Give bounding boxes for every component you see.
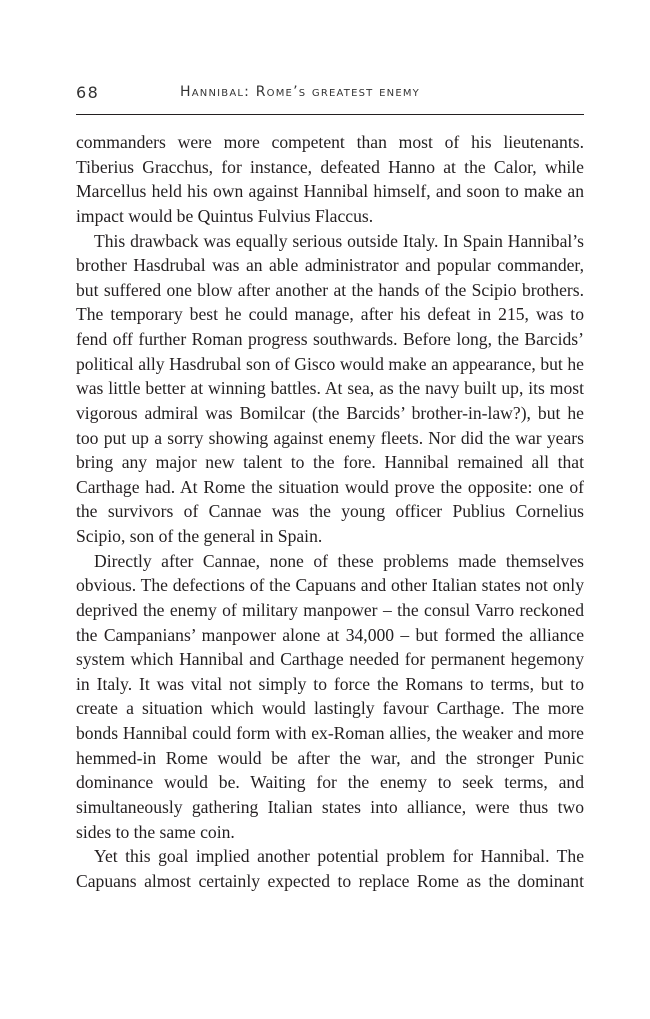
body-text [76,130,584,893]
paragraph-1: commanders were more competent than most of his lieutenants. Tiberius Gracchus, for instance, defeated Hanno at the Calor, while Marcellus held his own against Hannibal himself, and soon to make an impact would be Quintus Fulvius Flaccus. [76,132,584,226]
running-title: Hannibal: Rome’s greatest enemy [180,84,420,100]
paragraph-4: Yet this goal implied another potential problem for Hannibal. The Capuans almost certainly expected to replace Rome as the dominant [76,846,584,891]
header-rule [76,114,584,115]
running-head [76,83,584,107]
page-number: 68 [76,83,100,102]
paragraph-2: This drawback was equally serious outside Italy. In Spain Hannibal’s brother Hasdrubal was an able administrator and popular commander, but suffered one blow after another at the hands of the Scipio brothers. The temporary best he could manage, after his defeat in 215, was to fend off further Roman progress southwards. Before long, the Barcids’ political ally Hasdrubal son of Gisco would make an appearance, but he was little better at winning battles. At sea, as the navy built up, its most vigorous admiral was Bomilcar (the Barcids’ brother-in-law?), but he too put up a sorry showing against enemy fleets. Nor did the war years bring any major new talent to the fore. Hannibal remained all that Carthage had. At Rome the situation would prove the opposite: one of the survivors of Cannae was the young officer Publius Cornelius Scipio, son of the general in Spain. [76,230,584,546]
paragraph-3: Directly after Cannae, none of these problems made themselves obvious. The defections of the Capuans and other Italian states not only deprived the enemy of military manpower – the consul Varro reckoned the Campanians’ manpower alone at 34,000 – but formed the alliance system which Hannibal and Carthage needed for permanent hegemony in Italy. It was vital not simply to force the Romans to terms, but to create a situation which would lastingly favour Carthage. The more bonds Hannibal could form with ex-Roman allies, the weaker and more hemmed-in Rome would be after the war, and the stronger Punic dominance would be. Waiting for the enemy to seek terms, and simultaneously gathering Italian states into alliance, were thus two sides to the same coin. [76,550,584,842]
